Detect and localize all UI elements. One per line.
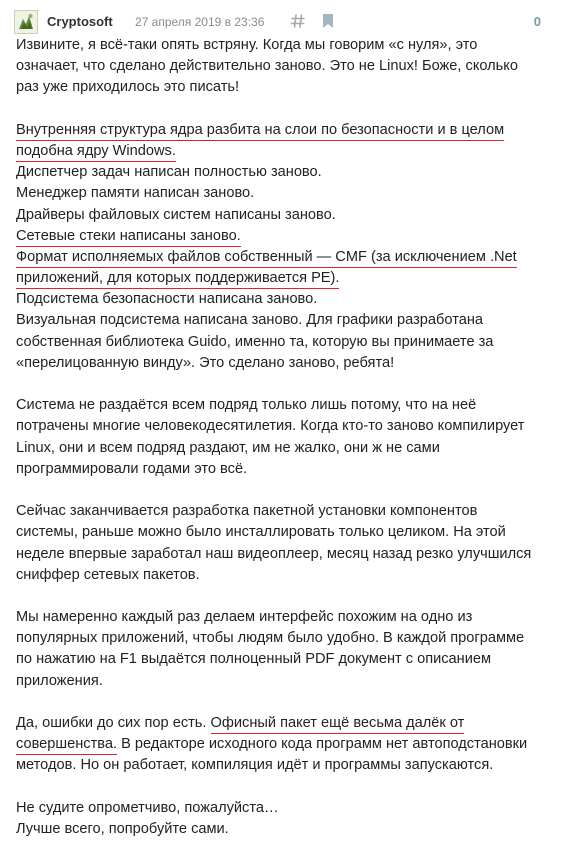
plain-text: В редакторе исходного кода программ нет автоподстановки xyxy=(117,736,528,753)
highlighted-text: Сетевые стеки написаны заново. xyxy=(16,228,241,247)
paragraph-gap xyxy=(16,777,551,798)
username-link[interactable]: Cryptosoft xyxy=(47,14,113,29)
comment-text-line: означает, что сделано действительно заново. Это не Linux! Боже, сколько xyxy=(16,58,518,75)
comment-text-line xyxy=(16,247,551,268)
comment-text-line: раз уже приходилось это писать! xyxy=(16,79,240,96)
comment-text-line xyxy=(16,713,551,734)
comment-text-line: Система не раздаётся всем подряд только лишь потому, что на неё xyxy=(16,397,477,414)
comment-text-line: потрачены многие человекодесятилетия. Когда кто-то заново компилирует xyxy=(16,418,525,435)
paragraph-gap xyxy=(16,99,551,120)
comment-text-line: Сейчас заканчивается разработка пакетной установки компонентов xyxy=(16,503,478,520)
highlighted-text: Офисный пакет ещё весьма далёк от xyxy=(211,715,465,734)
comment-text-line: Подсистема безопасности написана заново. xyxy=(16,291,318,308)
comment-text-line: «перелицованную винду». Это сделано заново, ребята! xyxy=(16,354,395,371)
comment-text-line: Не судите опрометчиво, пожалуйста… xyxy=(16,799,279,816)
comment-text-line: Драйверы файловых систем написаны заново. xyxy=(16,206,336,223)
comment-text-line: программировали годами это всё. xyxy=(16,460,248,477)
comment-text-line: Менеджер памяти написан заново. xyxy=(16,185,255,202)
hash-icon[interactable] xyxy=(290,12,306,30)
highlighted-text: Формат исполняемых файлов собственный — CMF (за исключением .Net xyxy=(16,249,517,268)
comment-text-line xyxy=(16,226,551,247)
comment-text-line: Linux, они и всем подряд раздают, им не жалко, они ж не сами xyxy=(16,439,440,456)
comment-text-line: методов. Но он работает, компиляция идёт и программы запускаются. xyxy=(16,757,494,774)
comment-text-line xyxy=(16,268,551,289)
comment-text-line: системы, раньше можно было инсталлировать только целиком. На этой xyxy=(16,524,506,541)
highlighted-text: приложений, для которых поддерживается PE). xyxy=(16,270,339,289)
comment-text-line xyxy=(16,734,551,755)
comment-text-line xyxy=(16,141,551,162)
comment-text-line: неделе впервые заработал наш видеоплеер, месяц назад резко улучшился xyxy=(16,545,532,562)
comment-body xyxy=(16,35,551,840)
comment-text-line: собственная библиотека Guido, именно та, которую вы принимаете за xyxy=(16,333,494,350)
highlighted-text: подобна ядру Windows. xyxy=(16,143,176,162)
paragraph-gap xyxy=(16,374,551,395)
paragraph-gap xyxy=(16,586,551,607)
comment-text-line: Мы намеренно каждый раз делаем интерфейс похожим на одно из xyxy=(16,609,473,626)
paragraph-gap xyxy=(16,480,551,501)
comment-text-line: Визуальная подсистема написана заново. Для графики разработана xyxy=(16,312,484,329)
comment-text-line: по нажатию на F1 выдаётся полноценный PDF документ с описанием xyxy=(16,651,492,668)
comment-text-line: Извините, я всё-таки опять встряну. Когда мы говорим «с нуля», это xyxy=(16,37,478,53)
highlighted-text: Внутренняя структура ядра разбита на слои по безопасности и в целом xyxy=(16,122,504,141)
comment-text-line: популярных приложений, чтобы людям было удобно. В каждой программе xyxy=(16,630,525,647)
comment-text-line: Диспетчер задач написан полностью заново. xyxy=(16,164,322,181)
bookmark-icon[interactable] xyxy=(322,13,334,29)
comment-text-line: Лучше всего, попробуйте сами. xyxy=(16,820,229,837)
comment-text-line: сниффер сетевых пакетов. xyxy=(16,566,200,583)
user-avatar-icon[interactable] xyxy=(14,10,38,34)
comment-score: 0 xyxy=(533,14,541,29)
highlighted-text: совершенства. xyxy=(16,736,117,755)
paragraph-gap xyxy=(16,692,551,713)
comment-timestamp-link[interactable]: 27 апреля 2019 в 23:36 xyxy=(135,15,265,29)
comment-header xyxy=(14,8,547,36)
plain-text: Да, ошибки до сих пор есть. xyxy=(16,715,211,731)
comment-text-line: приложения. xyxy=(16,672,103,689)
comment-text-line xyxy=(16,120,551,141)
